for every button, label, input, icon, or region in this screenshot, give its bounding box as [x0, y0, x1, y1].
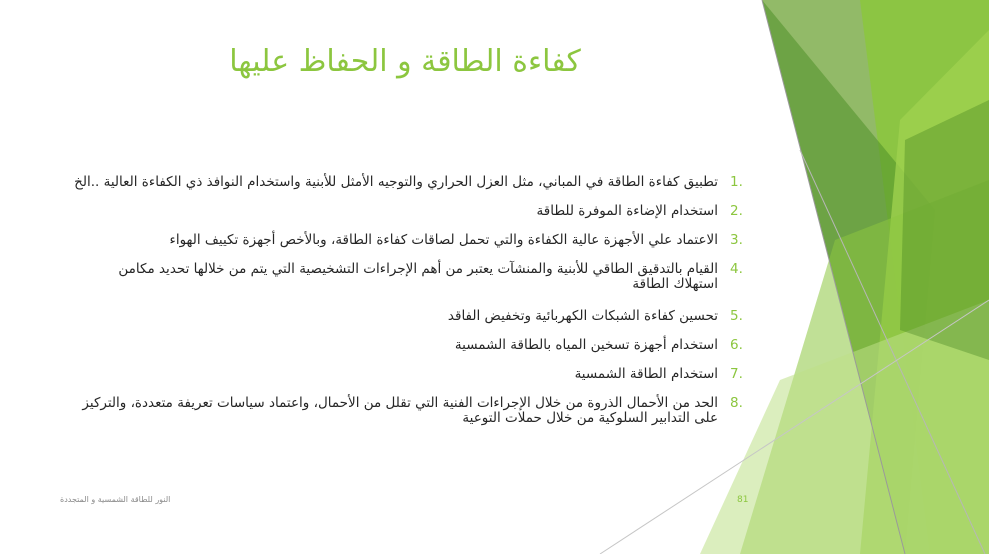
slide-title: كفاءة الطاقة و الحفاظ عليها: [229, 44, 581, 79]
item-text: تحسين كفاءة الشبكات الكهربائية وتخفيض الفاقد: [447, 308, 718, 324]
bullet-list: [70, 0, 760, 554]
item-text: الحد من الأحمال الذروة من خلال الإجراءات الفنية التي تقلل من الأحمال، واعتماد سياسات تعريفة متعددة، والتركيز على التدابير السلوكية من خلال حملات التوعية: [82, 395, 718, 426]
item-number: 1.: [730, 174, 743, 190]
item-number: 7.: [730, 366, 743, 382]
item-text: القيام بالتدقيق الطاقي للأبنية والمنشآت يعتبر من أهم الإجراءات التشخيصية التي يتم من خلالها تحديد مكامن استهلاك الطاقة: [118, 261, 718, 292]
item-number: 5.: [730, 308, 743, 324]
item-text: الاعتماد علي الأجهزة عالية الكفاءة والتي تحمل لصاقات كفاءة الطاقة، وبالأخص أجهزة تكييف الهواء: [169, 232, 718, 248]
item-number: 6.: [730, 337, 743, 353]
page-number: 81: [737, 495, 749, 505]
item-text: استخدام الطاقة الشمسية: [574, 366, 718, 382]
item-text: استخدام أجهزة تسخين المياه بالطاقة الشمسية: [454, 337, 718, 353]
item-number: 2.: [730, 203, 743, 219]
footer-text: النور للطاقة الشمسية و المتجددة: [60, 495, 171, 504]
item-number: 3.: [730, 232, 743, 248]
item-text: تطبيق كفاءة الطاقة في المباني، مثل العزل الحراري والتوجيه الأمثل للأبنية واستخدام النوافذ ذي الكفاءة العالية ..الخ: [74, 174, 718, 190]
item-number: 8.: [730, 395, 743, 411]
item-text: استخدام الإضاءة الموفرة للطاقة: [536, 203, 718, 219]
item-number: 4.: [730, 261, 743, 277]
